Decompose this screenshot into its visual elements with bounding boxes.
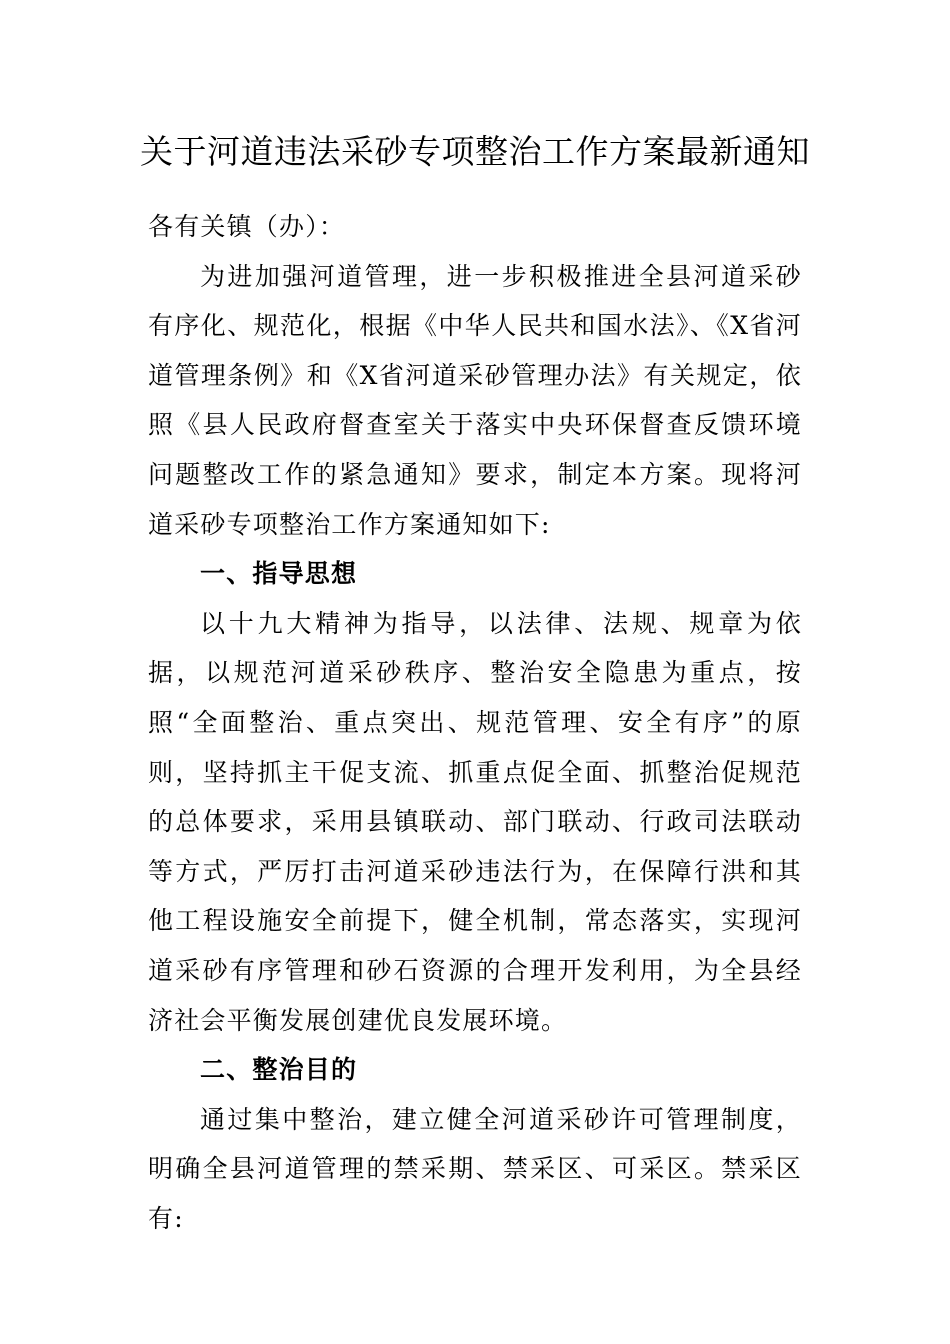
- section-heading-rectification-purpose: 二、整治目的: [200, 1055, 358, 1085]
- section-paragraph-guiding-ideology: 以十九大精神为指导，以法律、法规、规章为依据，以规范河道采砂秩序、整治安全隐患为重点，按照“全面整治、重点突出、规范管理、安全有序”的原则，坚持抓主干促支流、抓重点促全面、抓整治促规范的总体要求，采用县镇联动、部门联动、行政司法联动等方式，严厉打击河道采砂违法行为，在保障行洪和其他工程设施安全前提下，健全机制，常态落实，实现河道采砂有序管理和砂石资源的合理开发利用，为全县经济社会平衡发展创建优良发展环境。: [148, 608, 802, 1035]
- section-heading-guiding-ideology: 一、指导思想: [200, 559, 358, 589]
- document-body: [148, 202, 802, 1243]
- salutation: 各有关镇（办）：: [148, 212, 346, 241]
- section-paragraph-rectification-purpose: 通过集中整治，建立健全河道采砂许可管理制度，明确全县河道管理的禁采期、禁采区、可采区。禁采区有:: [148, 1104, 802, 1233]
- document-title: 关于河道违法采砂专项整治工作方案最新通知: [140, 132, 810, 171]
- intro-paragraph: 为进加强河道管理，进一步积极推进全县河道采砂有序化、规范化，根据《中华人民共和国水法》、《X省河道管理条例》和《X省河道采砂管理办法》有关规定，依照《县人民政府督查室关于落实中央环保督查反馈环境问题整改工作的紧急通知》要求，制定本方案。现将河道采砂专项整治工作方案通知如下:: [148, 261, 802, 539]
